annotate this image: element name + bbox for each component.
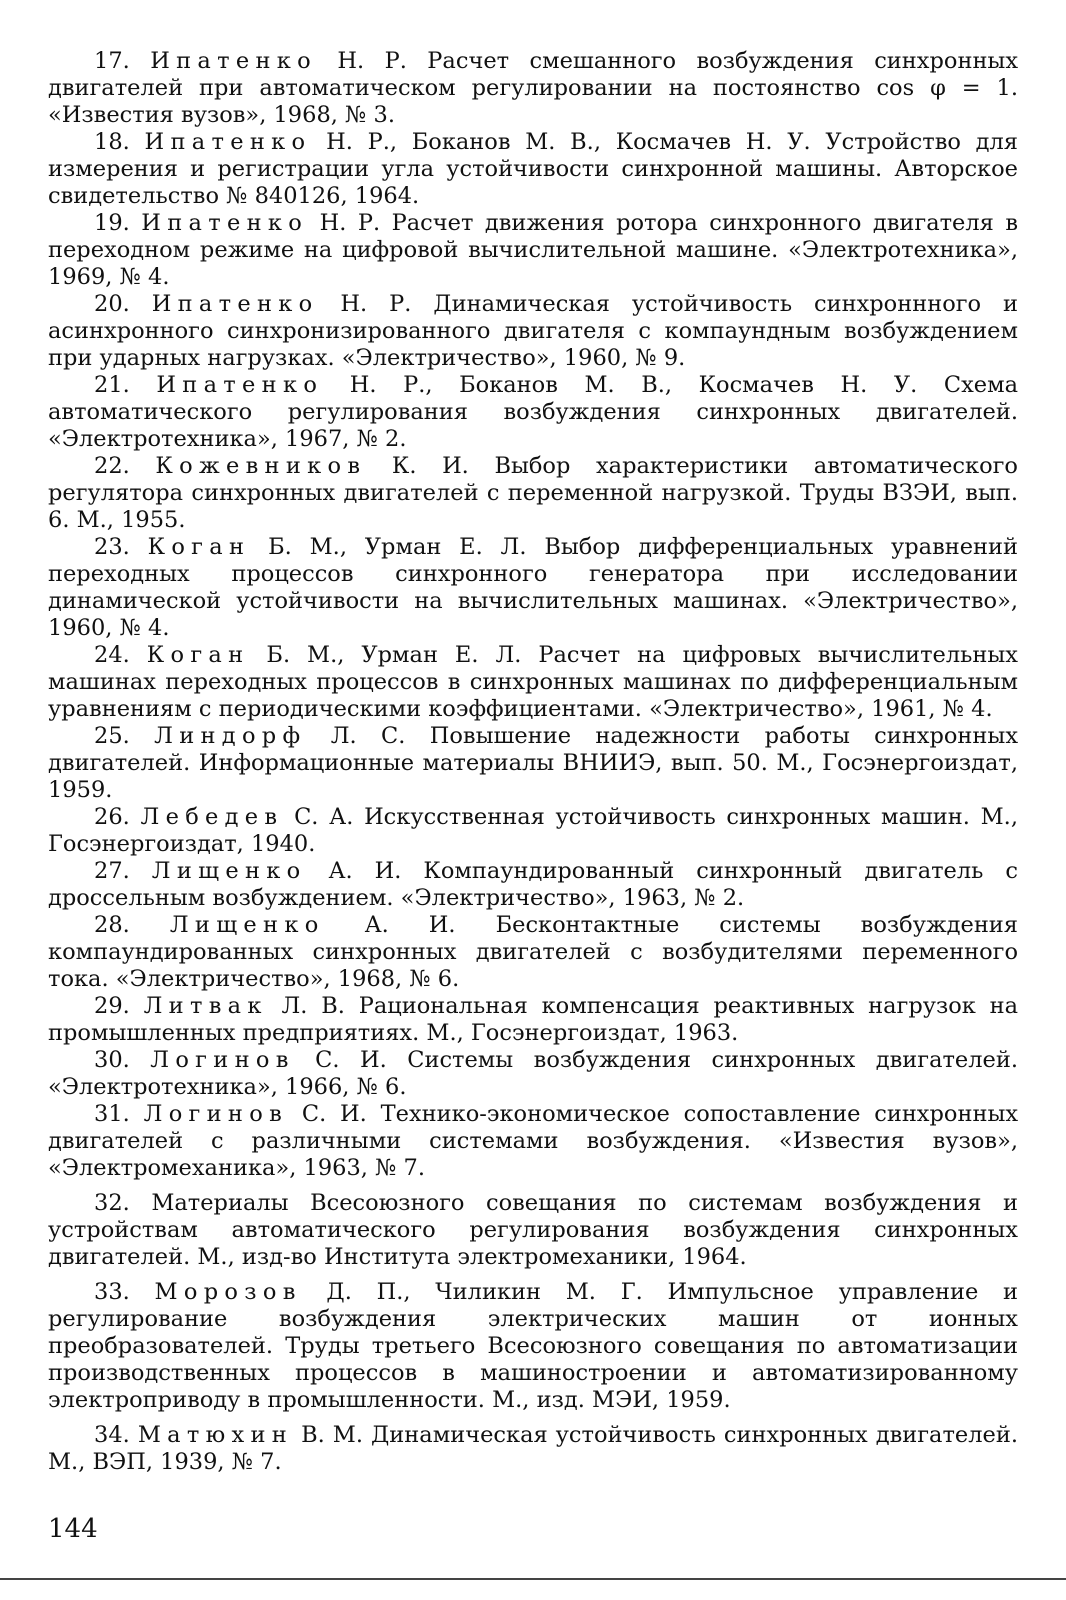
reference-number: 28. [94,912,130,938]
reference-author: Ипатенко [151,291,319,317]
reference-author: Лебедев [140,804,284,830]
reference-item [48,210,1018,291]
reference-item [48,804,1018,858]
reference-item [48,1190,1018,1271]
reference-number: 20. [94,291,130,317]
reference-author: Ипатенко [141,210,309,236]
reference-number: 24. [94,642,130,668]
reference-item [48,534,1018,642]
reference-number: 34. [94,1422,130,1448]
reference-author: Логинов [143,1101,289,1127]
reference-item [48,291,1018,372]
reference-text: Системы возбуждения синхронных двигателей. «Электротехника», 1966, № 6. [48,1047,1018,1100]
reference-list [48,48,1018,1476]
reference-author: Кожевников [155,453,367,479]
reference-author: Коган [147,534,251,560]
reference-initials: Д. П., Чиликин М. Г. [326,1279,643,1305]
reference-item [48,912,1018,993]
reference-author: Коган [146,642,250,668]
reference-number: 31. [94,1101,130,1127]
reference-initials: А. И. [328,858,402,884]
reference-number: 32. [94,1190,130,1216]
reference-item [48,1047,1018,1101]
reference-text: Повышение надежности работы синхронных двигателей. Информационные материалы ВНИИЭ, вып. 50. М., Госэнергоиздат, 1959. [48,723,1019,803]
reference-item [48,1422,1018,1476]
reference-author: Лищенко [169,912,325,938]
reference-text: Бесконтактные системы возбуждения компаундированных синхронных двигателей с возбудителями переменного тока. «Электричество», 1968, № 6. [48,912,1019,992]
reference-initials: Н. Р. [337,48,407,74]
page-number: 144 [48,1514,98,1544]
reference-item [48,642,1018,723]
reference-author: Ипатенко [144,129,312,155]
reference-number: 17. [94,48,130,74]
reference-item [48,48,1018,129]
reference-text: Динамическая устойчивость синхроннного и асинхронного синхронизированного двигателя с компаундным возбуждением при ударных нагрузках. «Электричество», 1960, № 9. [48,291,1018,371]
reference-number: 33. [94,1279,130,1305]
reference-initials: Л. С. [330,723,406,749]
reference-number: 19. [94,210,130,236]
reference-initials: Н. Р., Боканов М. В., Космачев Н. У. [326,129,811,155]
reference-number: 26. [94,804,130,830]
reference-author: Литвак [143,993,268,1019]
reference-item [48,1279,1018,1414]
reference-text: Расчет смешанного возбуждения синхронных двигателей при автоматическом регулировании на постоянство cos φ = 1. «Известия вузов», 1968, № 3. [48,48,1019,128]
reference-item [48,129,1018,210]
reference-number: 21. [94,372,130,398]
reference-item [48,372,1018,453]
reference-initials: Н. Р., Боканов М. В., Космачев Н. У. [349,372,918,398]
reference-item [48,453,1018,534]
reference-number: 27. [94,858,130,884]
reference-item [48,723,1018,804]
reference-text: Расчет на цифровых вычислительных машинах переходных процессов в синхронных машинах по дифференциальным уравнениям с периодическими коэффициентами. «Электричество», 1961, № 4. [48,642,1018,722]
page-bottom-edge [0,1578,1066,1580]
reference-number: 23. [94,534,130,560]
reference-text: Расчет движения ротора синхронного двигателя в переходном режиме на цифровой вычислительной машине. «Электротехника», 1969, № 4. [48,210,1019,290]
reference-author: Линдорф [154,723,307,749]
reference-item [48,993,1018,1047]
reference-text: Технико-экономическое сопоставление синхронных двигателей с различными системами возбуждения. «Известия вузов», «Электромеханика», 1963, № 7. [48,1101,1019,1181]
reference-text: Выбор характеристики автоматического регулятора синхронных двигателей с переменной нагрузкой. Труды ВЗЭИ, вып. 6. М., 1955. [48,453,1018,533]
reference-text: Динамическая устойчивость синхронных двигателей. М., ВЭП, 1939, № 7. [48,1422,1018,1475]
reference-text: Рациональная компенсация реактивных нагрузок на промышленных предприятиях. М., Госэнергоиздат, 1963. [48,993,1019,1046]
reference-text: Материалы Всесоюзного совещания по системам возбуждения и устройствам автоматического регулирования возбуждения синхронных двигателей. М., изд-во Института электромеханики, 1964. [48,1190,1019,1270]
reference-text: Импульсное управление и регулирование возбуждения электрических машин от ионных преобразователей. Труды третьего Всесоюзного совещания по автоматизации производственных процессов в машиностроении и автоматизированному электроприводу в промышленности. М., изд. МЭИ, 1959. [48,1279,1019,1413]
reference-number: 25. [94,723,130,749]
reference-initials: Л. В. [281,993,345,1019]
reference-initials: С. И. [301,1101,367,1127]
reference-item [48,858,1018,912]
reference-initials: С. И. [315,1047,387,1073]
reference-number: 29. [94,993,130,1019]
reference-text: Искусственная устойчивость синхронных машин. М., Госэнергоиздат, 1940. [48,804,1018,857]
reference-initials: К. И. [391,453,469,479]
reference-author: Морозов [154,1279,302,1305]
reference-number: 18. [94,129,130,155]
reference-initials: Б. М., Урман Е. Л. [268,534,527,560]
reference-initials: А. И. [364,912,456,938]
reference-author: Лищенко [151,858,307,884]
reference-initials: С. А. [294,804,354,830]
reference-initials: В. М. [301,1422,363,1448]
reference-text: Выбор дифференциальных уравнений переходных процессов синхронного генератора при исследовании динамической устойчивости на вычислительных машинах. «Электричество», 1960, № 4. [48,534,1019,641]
reference-author: Ипатенко [156,372,324,398]
reference-number: 22. [94,453,130,479]
reference-number: 30. [94,1047,130,1073]
reference-text: Схема автоматического регулирования возбуждения синхронных двигателей. «Электротехника», 1967, № 2. [48,372,1019,452]
reference-text: Компаундированный синхронный двигатель с дроссельным возбуждением. «Электричество», 1963, № 2. [48,858,1018,911]
reference-initials: Н. Р. [319,210,381,236]
reference-author: Матюхин [137,1422,294,1448]
reference-initials: Б. М., Урман Е. Л. [266,642,522,668]
reference-initials: Н. Р. [340,291,412,317]
reference-text: Устройство для измерения и регистрации угла устойчивости синхронной машины. Авторское свидетельство № 840126, 1964. [48,129,1019,209]
reference-item [48,1101,1018,1182]
reference-author: Логинов [150,1047,295,1073]
reference-author: Ипатенко [150,48,318,74]
